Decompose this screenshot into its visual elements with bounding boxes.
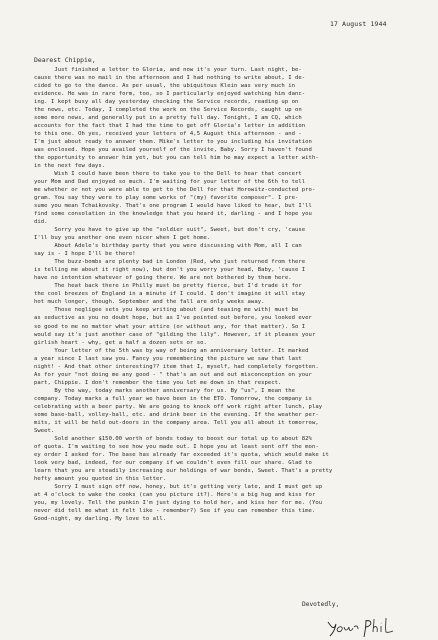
letter-line: Sold another $150.00 worth of bonds today to boost our total up to about 82%	[34, 435, 312, 442]
letter-line: About Adele's birthday party that you were discussing with Mom, all I can	[34, 243, 302, 250]
letter-line: hot much longer, though. September and the fall are only weeks away.	[34, 299, 265, 306]
letter-line: the cool breezes of England in a minute if I could. I don't imagine it will stay	[34, 291, 306, 298]
letter-line: Good-night, my darling. My love to all.	[34, 515, 167, 522]
letter-line: part, Chippie. I don't remember the time you let me down in that respect.	[34, 379, 282, 386]
letter-line: accounts for the fact that I had the time to get off Gloria's letter in addition	[34, 123, 306, 130]
letter-line: your Mom and Dad enjoyed so much. I'm waiting for your letter of the 6th to tell	[34, 179, 306, 186]
letter-line: so good to me no matter what your attire (or without any, for that matter). So I	[34, 323, 306, 330]
letter-line: I'm just about ready to answer them. Mike's letter to you including his invitation	[34, 139, 312, 146]
letter-line: did.	[34, 219, 48, 226]
letter-line: is telling me about it right now), but don't you worry your head, Baby, 'cause I	[34, 267, 306, 274]
letter-line: Wish I could have been there to take you to the Dell to hear that concert	[34, 171, 302, 178]
letter-line: you, my lovely. Tell the punkin I'm just dying to hold her, and kiss her for me. (You	[34, 499, 323, 506]
letter-line: celebrating with a beer party. We are going to knock off work right after lunch, play	[34, 403, 323, 410]
handwritten-signature	[326, 616, 396, 638]
letter-line: evidence. He was in rare form, too, so I particularly enjoyed watching him danc-	[34, 91, 306, 98]
letter-line: learn that you are steadily increasing our holdings of war bonds, Sweet. That's a pretty	[34, 467, 333, 474]
letter-line: look very bad, indeed, for our company if we couldn't even fill our share. Glad to	[34, 459, 312, 466]
letter-line: ing. I kept busy all day yesterday checking the Service records, reading up on	[34, 99, 299, 106]
letter-line: a year since I last saw you. Fancy you remembering the picture we saw that last	[34, 355, 302, 362]
letter-line: in the next few days.	[34, 163, 106, 170]
letter-line: hefty amount you quoted in this letter.	[34, 475, 167, 482]
letter-line: I'll buy you another one even nicer when I get home.	[34, 235, 211, 242]
letter-line: as seductive as you no doubt hope, but as I've pointed out before, you looked ever	[34, 315, 312, 322]
letter-line: company. Today marks a full year we have been in the ETO. Tomorrow, the company is	[34, 395, 312, 402]
salutation: Dearest Chippie,	[34, 56, 96, 64]
letter-line: at 4 o'clock to wake the cooks (can you picture it?). Here's a big hug and kiss for	[34, 491, 316, 498]
letter-line: night! - And that other interesting?? item that I, myself, had completely forgotten.	[34, 363, 319, 370]
letter-line: The heat back there in Philly must be pretty fierce, but I'd trade it for	[34, 283, 302, 290]
letter-line: The buzz-bombs are plenty bad in London (Red, who just returned from there	[34, 259, 306, 266]
letter-line: Your letter of the 5th was by way of being an anniversary letter. It marked	[34, 347, 309, 354]
letter-line: Sorry I must sign off now, honey, but it's getting very late, and I must get up	[34, 483, 323, 490]
letter-line: the news, etc. Today, I completed the work on the Service Records, caught up on	[34, 107, 302, 114]
letter-line: sume you mean Tchaikovsky. That's one program I would have liked to hear, but I'll	[34, 203, 312, 210]
letter-line: girlish heart - why, get a half a dozen sets or so.	[34, 339, 207, 346]
letter-line: some base-ball, volley-ball, etc. and drink beer in the evening. If the weather per-	[34, 411, 319, 418]
letter-line: never did tell me what it felt like - remember?) See if you can remember this time.	[34, 507, 316, 514]
letter-line: me whether or not you were able to get to the Dell for that Horowitz-conducted pro-	[34, 187, 316, 194]
letter-line: have no intention whatever of going there. We are not bothered by them here.	[34, 275, 292, 282]
letter-line: was enclosed. Hope you availed yourself of the invite, Baby. Sorry I haven't found	[34, 147, 312, 154]
letter-date: 17 August 1944	[330, 20, 387, 28]
closing: Devotedly,	[302, 601, 340, 608]
letter-line: As for your "not doing me any good - " that's an out and out misconception on your	[34, 371, 312, 378]
letter-line: the opportunity to answer him yet, but you can tell him he may expect a letter with-	[34, 155, 319, 162]
letter-line: cause there was no mail in the afternoon and I had nothing to write about, I de-	[34, 75, 306, 82]
letter-line: Sorry you have to give up the "soldier suit", Sweet, but don't cry, 'cause	[34, 227, 306, 234]
letter-line: ey order I asked for. The base has already far exceeded it's quota, which would make it	[34, 451, 329, 458]
letter-line: mits, it will be held out-doors in the company area. Tell you all about it tomorrow,	[34, 419, 319, 426]
letter-line: say is - I hope I'll be there!	[34, 251, 136, 258]
letter-line: of quota. I'm waiting to see how you made out. I hope you at least sent off the mon-	[34, 443, 319, 450]
letter-line: would say it's just another case of "gilding the lily". However, if it pleases your	[34, 331, 316, 338]
letter-line: Those negligee sets you keep writing about (and teasing me with) must be	[34, 307, 299, 314]
letter-line: to this one. Oh yes, received your letters of 4,5 August this afternoon - and -	[34, 131, 302, 138]
letter-line: find some consolation in the knowledge that you heard it, darling - and I hope you	[34, 211, 312, 218]
letter-body	[34, 66, 408, 523]
letter-line: By the way, today marks another anniversary for us. By "us", I mean the	[34, 387, 295, 394]
letter-line: cided to go to the dance. As per usual, the ubiquitous Klein was very much in	[34, 83, 295, 90]
letter-line: Sweet.	[34, 427, 55, 434]
letter-line: Just finished a letter to Gloria, and now it's your turn. Last night, be-	[34, 67, 302, 73]
letter-line: gram. You say they were to play some works of "(my) favorite composer". I pre-	[34, 195, 299, 202]
letter-line: some more news, and generally put in a pretty full day. Tonight, I am CQ, which	[34, 115, 302, 122]
